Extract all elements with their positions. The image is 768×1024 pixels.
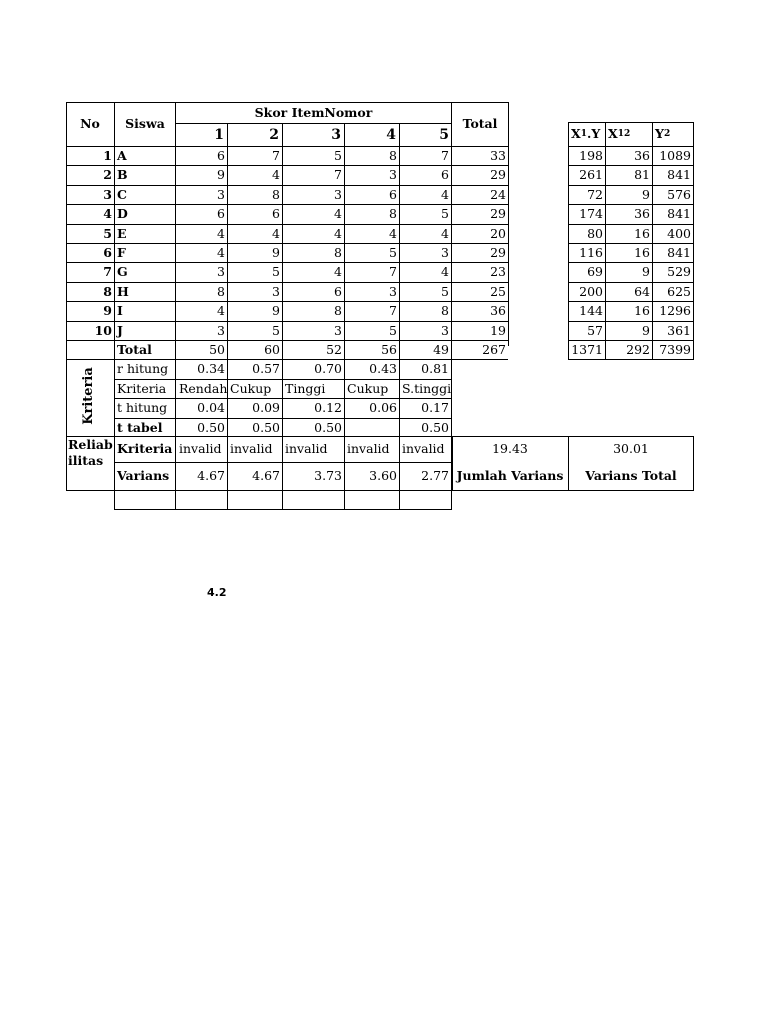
total-x-squared: 292 xyxy=(626,341,650,357)
xy-cell: 80 xyxy=(587,225,603,241)
grid-line xyxy=(66,146,508,147)
score-cell: 9 xyxy=(272,303,280,319)
total-item-cell: 60 xyxy=(264,341,280,357)
score-cell: 4 xyxy=(334,206,342,222)
x-squared-cell: 16 xyxy=(634,225,650,241)
header-item-3: 3 xyxy=(331,126,341,143)
header-item-5: 5 xyxy=(439,126,449,143)
y-squared-cell: 1089 xyxy=(659,147,691,163)
grid-line xyxy=(652,122,653,359)
score-cell: 8 xyxy=(334,303,342,319)
grid-line xyxy=(114,102,115,510)
score-cell: 3 xyxy=(389,167,397,183)
score-cell: 8 xyxy=(389,147,397,163)
score-cell: 5 xyxy=(272,264,280,280)
grid-line xyxy=(66,340,508,341)
grid-line xyxy=(568,185,694,186)
grid-line xyxy=(115,462,451,463)
row-number: 2 xyxy=(103,167,112,183)
xy-cell: 57 xyxy=(587,322,603,338)
xy-cell: 116 xyxy=(579,244,603,260)
row-number: 10 xyxy=(94,322,112,338)
grid-line xyxy=(66,243,508,244)
xy-cell: 69 xyxy=(587,264,603,280)
grid-line xyxy=(399,123,400,510)
row-total: 20 xyxy=(490,225,506,241)
score-cell: 9 xyxy=(217,167,225,183)
y-squared-cell: 841 xyxy=(667,244,691,260)
score-cell: 4 xyxy=(334,225,342,241)
total-item-cell: 52 xyxy=(326,341,342,357)
t-tabel-cell: 0.50 xyxy=(314,419,342,435)
score-cell: 7 xyxy=(389,303,397,319)
row-number: 9 xyxy=(103,303,112,319)
total-item-cell: 50 xyxy=(209,341,225,357)
grid-line xyxy=(605,122,606,359)
xy-cell: 174 xyxy=(579,206,603,222)
totals-label: Total xyxy=(117,341,152,357)
score-cell: 7 xyxy=(441,147,449,163)
x-squared-cell: 36 xyxy=(634,206,650,222)
header-xy: X 1 .Y xyxy=(571,125,601,141)
grid-line xyxy=(568,243,694,244)
score-cell: 6 xyxy=(334,283,342,299)
grid-line xyxy=(66,165,508,166)
score-cell: 7 xyxy=(334,167,342,183)
score-cell: 8 xyxy=(334,244,342,260)
reliabilitas-kriteria-cell: invalid xyxy=(285,441,328,457)
x-squared-cell: 9 xyxy=(642,264,650,280)
row-total: 33 xyxy=(490,147,506,163)
row-total: 25 xyxy=(490,283,506,299)
score-cell: 6 xyxy=(272,206,280,222)
y-squared-cell: 400 xyxy=(667,225,691,241)
x-squared-cell: 16 xyxy=(634,244,650,260)
row-total: 29 xyxy=(490,167,506,183)
student-name: C xyxy=(117,186,127,202)
score-cell: 9 xyxy=(272,244,280,260)
x-squared-cell: 36 xyxy=(634,147,650,163)
kriteria-label: Kriteria xyxy=(117,380,167,396)
header-skor-item: Skor ItemNomor xyxy=(254,104,373,120)
score-cell: 5 xyxy=(272,322,280,338)
student-name: G xyxy=(117,264,128,280)
score-cell: 8 xyxy=(217,283,225,299)
student-name: F xyxy=(117,244,126,260)
y-squared-cell: 841 xyxy=(667,206,691,222)
grid-line xyxy=(568,165,694,166)
grid-line xyxy=(66,490,694,491)
row-total: 24 xyxy=(490,186,506,202)
row-number: 7 xyxy=(103,264,112,280)
t-tabel-label: t tabel xyxy=(117,419,163,435)
student-name: J xyxy=(117,322,123,338)
row-number: 4 xyxy=(103,206,112,222)
score-cell: 4 xyxy=(441,264,449,280)
y-squared-cell: 361 xyxy=(667,322,691,338)
student-name: D xyxy=(117,206,128,222)
t-hitung-cell: 0.12 xyxy=(314,400,342,416)
grid-line xyxy=(66,436,694,437)
score-cell: 8 xyxy=(389,206,397,222)
reliabilitas-kriteria-cell: invalid xyxy=(402,441,445,457)
kriteria-cell: Cukup xyxy=(230,380,272,396)
y-squared-cell: 576 xyxy=(667,186,691,202)
xy-cell: 200 xyxy=(579,283,603,299)
t-tabel-cell: 0.50 xyxy=(197,419,225,435)
grand-total: 267 xyxy=(482,341,506,357)
reliabilitas-kriteria-cell: invalid xyxy=(347,441,390,457)
score-cell: 7 xyxy=(272,147,280,163)
x-squared-cell: 81 xyxy=(634,167,650,183)
grid-line xyxy=(693,436,694,490)
t-tabel-cell xyxy=(345,419,399,437)
y-squared-cell: 1296 xyxy=(659,303,691,319)
grid-line xyxy=(282,123,283,510)
score-cell: 4 xyxy=(217,225,225,241)
row-total: 36 xyxy=(490,303,506,319)
xy-cell: 198 xyxy=(579,147,603,163)
score-cell: 3 xyxy=(217,186,225,202)
grid-line xyxy=(66,321,508,322)
score-cell: 4 xyxy=(441,186,449,202)
reliabilitas-kriteria-cell: invalid xyxy=(179,441,222,457)
score-cell: 4 xyxy=(441,225,449,241)
score-cell: 5 xyxy=(389,244,397,260)
grid-line xyxy=(568,321,694,322)
total-item-cell: 49 xyxy=(433,341,449,357)
reliabilitas-label-2: ilitas xyxy=(68,453,104,468)
grid-line xyxy=(568,122,694,123)
grid-line xyxy=(66,262,508,263)
t-tabel-cell: 0.50 xyxy=(252,419,280,435)
varians-label: Varians xyxy=(117,468,170,484)
varians-cell: 3.73 xyxy=(314,468,342,484)
student-name: B xyxy=(117,167,128,183)
score-cell: 7 xyxy=(389,264,397,280)
grid-line xyxy=(568,436,569,490)
student-name: A xyxy=(117,147,127,163)
grid-line xyxy=(66,185,508,186)
y-squared-cell: 625 xyxy=(667,283,691,299)
grid-line xyxy=(568,146,694,147)
t-hitung-cell: 0.06 xyxy=(369,400,397,416)
varians-cell: 2.77 xyxy=(421,468,449,484)
footnote: 4.2 xyxy=(207,586,227,599)
grid-line xyxy=(568,204,694,205)
grid-line xyxy=(115,379,451,380)
grid-line xyxy=(693,122,694,359)
header-x-squared: X 1 2 xyxy=(608,125,631,141)
score-cell: 5 xyxy=(441,206,449,222)
grid-line xyxy=(115,509,451,510)
t-hitung-cell: 0.17 xyxy=(421,400,449,416)
row-number: 1 xyxy=(103,147,112,163)
reliabilitas-kriteria-label: Kriteria xyxy=(117,441,173,457)
score-cell: 4 xyxy=(272,167,280,183)
row-total: 19 xyxy=(490,322,506,338)
score-cell: 3 xyxy=(334,186,342,202)
grid-line xyxy=(66,224,508,225)
header-siswa: Siswa xyxy=(125,116,165,132)
grid-line xyxy=(568,262,694,263)
r-hitung-cell: 0.81 xyxy=(421,361,449,377)
student-name: I xyxy=(117,303,123,319)
grid-line xyxy=(176,123,451,124)
header-total: Total xyxy=(462,116,498,132)
row-total: 29 xyxy=(490,244,506,260)
row-total: 29 xyxy=(490,206,506,222)
score-cell: 3 xyxy=(441,244,449,260)
grid-line xyxy=(568,224,694,225)
score-cell: 3 xyxy=(334,322,342,338)
grid-line xyxy=(568,282,694,283)
score-cell: 6 xyxy=(217,147,225,163)
grid-line xyxy=(344,123,345,510)
t-hitung-cell: 0.09 xyxy=(252,400,280,416)
xy-cell: 261 xyxy=(579,167,603,183)
varians-total-value: 30.01 xyxy=(613,441,649,457)
grid-line xyxy=(66,282,508,283)
x-squared-cell: 9 xyxy=(642,322,650,338)
x-squared-cell: 64 xyxy=(634,283,650,299)
score-cell: 8 xyxy=(272,186,280,202)
reliabilitas-label-1: Reliab xyxy=(68,437,113,452)
grid-line xyxy=(568,340,694,341)
score-cell: 5 xyxy=(389,322,397,338)
kriteria-side-label: Kriteria xyxy=(81,367,96,425)
row-total: 23 xyxy=(490,264,506,280)
score-cell: 4 xyxy=(272,225,280,241)
total-item-cell: 56 xyxy=(381,341,397,357)
header-item-1: 1 xyxy=(214,126,224,143)
score-cell: 6 xyxy=(389,186,397,202)
score-cell: 3 xyxy=(272,283,280,299)
grid-line xyxy=(175,102,176,510)
student-name: H xyxy=(117,283,129,299)
score-cell: 8 xyxy=(441,303,449,319)
xy-cell: 72 xyxy=(587,186,603,202)
xy-cell: 144 xyxy=(579,303,603,319)
header-no: No xyxy=(80,116,100,132)
r-hitung-label: r hitung xyxy=(117,361,169,377)
r-hitung-cell: 0.57 xyxy=(252,361,280,377)
jumlah-varians-value: 19.43 xyxy=(492,441,528,457)
score-cell: 3 xyxy=(441,322,449,338)
kriteria-cell: Tinggi xyxy=(285,380,326,396)
header-item-2: 2 xyxy=(269,126,279,143)
score-cell: 4 xyxy=(389,225,397,241)
grid-line xyxy=(227,123,228,510)
kriteria-cell: S.tinggi xyxy=(402,380,451,396)
score-cell: 5 xyxy=(334,147,342,163)
varians-cell: 4.67 xyxy=(197,468,225,484)
score-cell: 4 xyxy=(217,244,225,260)
y-squared-cell: 841 xyxy=(667,167,691,183)
grid-line xyxy=(66,102,508,103)
kriteria-cell: Cukup xyxy=(347,380,389,396)
score-cell: 6 xyxy=(217,206,225,222)
grid-line xyxy=(66,301,508,302)
y-squared-cell: 529 xyxy=(667,264,691,280)
r-hitung-cell: 0.70 xyxy=(314,361,342,377)
grid-line xyxy=(568,301,694,302)
score-cell: 6 xyxy=(441,167,449,183)
total-xy: 1371 xyxy=(571,341,603,357)
grid-line xyxy=(568,122,569,359)
reliabilitas-kriteria-cell: invalid xyxy=(230,441,273,457)
row-number: 6 xyxy=(103,244,112,260)
student-name: E xyxy=(117,225,127,241)
x-squared-cell: 9 xyxy=(642,186,650,202)
score-cell: 5 xyxy=(441,283,449,299)
score-cell: 3 xyxy=(217,322,225,338)
grid-line xyxy=(115,398,451,399)
score-cell: 3 xyxy=(217,264,225,280)
score-cell: 4 xyxy=(217,303,225,319)
varians-cell: 4.67 xyxy=(252,468,280,484)
varians-total-label: Varians Total xyxy=(585,468,677,484)
score-cell: 3 xyxy=(389,283,397,299)
header-item-4: 4 xyxy=(386,126,396,143)
t-tabel-cell: 0.50 xyxy=(421,419,449,435)
varians-cell: 3.60 xyxy=(369,468,397,484)
row-number: 8 xyxy=(103,283,112,299)
total-y-squared: 7399 xyxy=(659,341,691,357)
t-hitung-label: t hitung xyxy=(117,400,168,416)
row-number: 5 xyxy=(103,225,112,241)
header-y-squared: Y 2 xyxy=(655,125,671,141)
grid-line xyxy=(508,102,509,346)
grid-line xyxy=(66,102,67,490)
t-hitung-cell: 0.04 xyxy=(197,400,225,416)
grid-line xyxy=(66,204,508,205)
jumlah-varians-label: Jumlah Varians xyxy=(456,468,564,484)
grid-line xyxy=(66,359,508,360)
score-cell: 4 xyxy=(334,264,342,280)
grid-line xyxy=(115,418,451,419)
r-hitung-cell: 0.43 xyxy=(369,361,397,377)
kriteria-cell: Rendah xyxy=(179,380,227,396)
grid-line xyxy=(568,359,694,360)
r-hitung-cell: 0.34 xyxy=(197,361,225,377)
grid-line xyxy=(452,436,453,490)
x-squared-cell: 16 xyxy=(634,303,650,319)
row-number: 3 xyxy=(103,186,112,202)
